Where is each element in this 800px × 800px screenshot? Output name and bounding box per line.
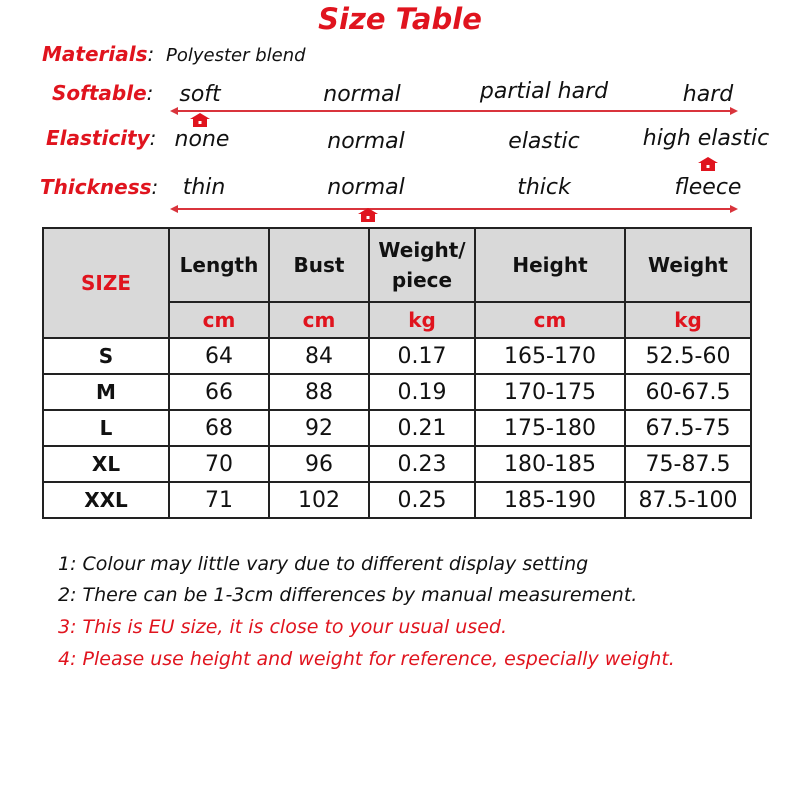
weight-cell: 67.5-75 [625,410,751,446]
note-2: 2: There can be 1-3cm differences by manual measurement. [58,584,638,606]
length-column-header: Length [169,228,269,302]
weight-cell: 60-67.5 [625,374,751,410]
bust-unit: cm [269,302,369,338]
weight-piece-cell: 0.17 [369,338,475,374]
softable-option-soft: soft [179,82,221,107]
weight-piece-cell: 0.25 [369,482,475,518]
size-cell: XL [43,446,169,482]
softable-colon: : [146,81,154,105]
size-cell: M [43,374,169,410]
note-4: 4: Please use height and weight for reference, especially weight. [58,648,675,670]
materials-value: Polyester blend [166,45,306,66]
table-row [43,410,751,446]
thickness-option-thick: thick [517,175,571,200]
size-cell: L [43,410,169,446]
weight-piece-cell: 0.19 [369,374,475,410]
softable-option-normal: normal [323,82,401,107]
softable-label [52,81,153,105]
thickness-option-thin: thin [182,175,226,200]
elasticity-option-high-elastic: high elastic [642,126,770,151]
length-unit: cm [169,302,269,338]
weight-cell: 52.5-60 [625,338,751,374]
size-table [42,227,752,519]
size-cell: XXL [43,482,169,518]
height-cell: 175-180 [475,410,625,446]
materials-label-text: Materials [42,42,148,66]
materials-label [42,42,154,66]
bust-cell: 92 [269,410,369,446]
weight-column-header: Weight [625,228,751,302]
elasticity-label [46,126,156,150]
height-column-header: Height [475,228,625,302]
materials-colon: : [147,42,155,66]
weight-cell: 75-87.5 [625,446,751,482]
softable-option-hard: hard [682,82,734,107]
softable-scale-line [176,110,732,112]
note-1: 1: Colour may little vary due to different display setting [58,553,589,575]
length-cell: 64 [169,338,269,374]
height-cell: 185-190 [475,482,625,518]
page-title: Size Table [318,2,482,36]
thickness-colon: : [151,175,159,199]
height-cell: 180-185 [475,446,625,482]
weight-piece-cell: 0.23 [369,446,475,482]
size-column-header: SIZE [43,228,169,338]
table-header-row [43,228,751,302]
bust-cell: 102 [269,482,369,518]
thickness-scale-line [176,208,732,210]
softable-label-text: Softable [52,81,147,105]
thickness-selected-marker-icon [358,208,378,222]
bust-cell: 88 [269,374,369,410]
elasticity-option-none: none [174,127,230,152]
softable-selected-marker-icon [190,113,210,127]
bust-column-header: Bust [269,228,369,302]
softable-option-partial-hard: partial hard [479,79,609,104]
weight-piece-cell: 0.21 [369,410,475,446]
weight-piece-column-header: Weight/ piece [369,228,475,302]
thickness-label [40,175,158,199]
length-cell: 66 [169,374,269,410]
softable-scale-arrow-right [730,107,738,115]
length-cell: 70 [169,446,269,482]
size-cell: S [43,338,169,374]
bust-cell: 84 [269,338,369,374]
table-row [43,482,751,518]
table-row [43,374,751,410]
weight-unit: kg [625,302,751,338]
thickness-option-fleece: fleece [674,175,742,200]
note-3: 3: This is EU size, it is close to your usual used. [58,616,507,638]
thickness-label-text: Thickness [40,175,152,199]
length-cell: 68 [169,410,269,446]
height-cell: 170-175 [475,374,625,410]
weight-piece-unit: kg [369,302,475,338]
height-unit: cm [475,302,625,338]
thickness-option-normal: normal [327,175,405,200]
thickness-scale-arrow-right [730,205,738,213]
elasticity-option-elastic: elastic [508,129,580,154]
table-row [43,338,751,374]
bust-cell: 96 [269,446,369,482]
elasticity-label-text: Elasticity [46,126,150,150]
elasticity-selected-marker-icon [698,157,718,171]
weight-cell: 87.5-100 [625,482,751,518]
elasticity-option-normal: normal [327,129,405,154]
elasticity-colon: : [149,126,157,150]
table-row [43,446,751,482]
height-cell: 165-170 [475,338,625,374]
length-cell: 71 [169,482,269,518]
